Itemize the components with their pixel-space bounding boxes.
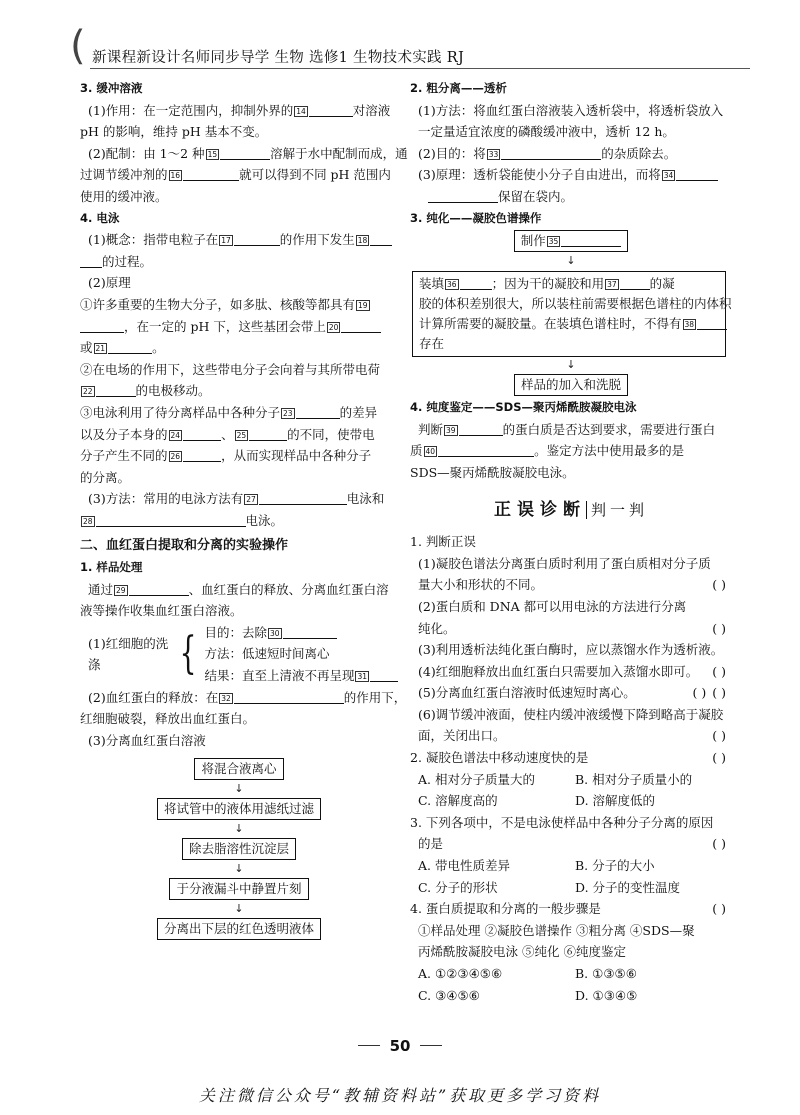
- text-line: 通过 29 、血红蛋白的释放、分离血红蛋白溶: [88, 581, 389, 597]
- text-line: (3)方法：常用的电泳方法有 27 电泳和: [88, 491, 385, 507]
- down-arrow-icon: ↓: [234, 862, 244, 876]
- text-line: 的过程。: [80, 251, 398, 273]
- answer-blank: [96, 382, 136, 397]
- answer-parens: ( ): [712, 577, 726, 593]
- section-title: 4. 电泳: [80, 210, 120, 225]
- blank-number: 20: [328, 322, 339, 332]
- blank-number: 36: [447, 280, 457, 290]
- blank-number: 24: [170, 430, 181, 440]
- options-row: A. 带电性质差异 B. 分子的大小: [418, 858, 655, 874]
- gel-chromatography-flow: [410, 229, 732, 269]
- answer-blank: [129, 581, 189, 596]
- flow-step: 于分液漏斗中静置片刻: [169, 878, 308, 900]
- right-column: [410, 78, 732, 1006]
- blank-number: 21: [95, 344, 106, 354]
- options-row: C. 溶解度高的 D. 溶解度低的: [418, 793, 656, 809]
- flowchart: [80, 757, 398, 941]
- blank-number: 15: [207, 149, 218, 159]
- text-line: 胶的体积差别很大，所以装柱前需要根据色谱柱的内体积: [419, 296, 732, 312]
- left-column: [80, 78, 408, 941]
- footer-note: 关注微信公众号“教辅资料站”获取更多学习资料: [198, 1086, 602, 1105]
- text-line: 保留在袋内。: [410, 186, 732, 208]
- question-title: 1. 判断正误: [410, 534, 476, 550]
- down-arrow-icon: ↓: [566, 358, 576, 372]
- blank-number: 27: [246, 495, 256, 505]
- text-line: 计算所需要的凝胶量。在装填色谱柱时，不得有 38: [419, 314, 719, 334]
- text-line: 装填 36 ；因为干的凝胶和用 37 的凝: [419, 276, 675, 292]
- text-line: (2)血红蛋白的释放：在 32 的作用下，: [88, 689, 407, 705]
- answer-blank: [501, 145, 601, 160]
- answer-blank: [96, 512, 246, 527]
- text-line: ③电泳利用了待分离样品中各种分子 23 的差异: [80, 404, 378, 420]
- text-line: 22 的电极移动。: [83, 383, 211, 399]
- text-line: (2)目的：将 33 的杂质除去。: [418, 145, 677, 161]
- options-row: C. ③④⑤⑥ D. ①③④⑤: [418, 987, 638, 1003]
- text-line: 的是 ( ): [410, 833, 732, 855]
- blank-number: 31: [357, 672, 367, 682]
- blank-number: 38: [684, 320, 695, 330]
- answer-parens: ( ): [712, 836, 726, 852]
- text-line: 红细胞破裂，释放出血红蛋白。: [80, 711, 256, 727]
- blank-number: 39: [446, 425, 456, 435]
- answer-blank: [183, 426, 221, 441]
- blank-number: 35: [548, 237, 559, 247]
- answer-parens: ( ): [692, 685, 707, 701]
- text-line: 的分离。: [80, 469, 131, 485]
- answer-blank: [438, 442, 534, 457]
- text-line: 目的：去除 30: [204, 622, 398, 644]
- text-line: (2)原理: [88, 275, 131, 291]
- answer-blank: [309, 102, 353, 117]
- flow-step: 将试管中的液体用滤纸过滤: [157, 798, 321, 820]
- banner-subtitle: 判一判: [586, 501, 648, 519]
- answer-parens: ( ): [712, 620, 726, 636]
- blank-number: 40: [425, 447, 436, 457]
- answer-blank: [459, 421, 503, 436]
- answer-parens: ( ): [712, 750, 726, 766]
- header-title: 新课程新设计名师同步导学 生物 选修1 生物技术实践 RJ: [92, 50, 465, 66]
- text-line: (3)原理：透析袋能使小分子自由进出，而将 34: [410, 164, 732, 186]
- options-row: A. ①②③④⑤⑥ B. ①③⑤⑥: [418, 966, 637, 981]
- text-line: 以及分子本身的 24 、 25 的不同，使带电: [80, 426, 375, 442]
- text-line: (4)红细胞释放出血红蛋白只需要加入蒸馏水即可。 ( ): [410, 661, 732, 683]
- answer-blank: [80, 253, 102, 268]
- text-line: (6)调节缓冲液面，使柱内缓冲液缓慢下降到略高于凝胶: [418, 706, 724, 722]
- down-arrow-icon: ↓: [234, 782, 244, 796]
- washing-label: (1)红细胞的洗涤: [88, 635, 169, 673]
- text-line: 判断 39 的蛋白质是否达到要求，需要进行蛋白: [418, 421, 716, 437]
- text-line: 分子产生不同的 26 ，从而实现样品中各种分子: [80, 448, 372, 464]
- gel-chromatography-flow-end: [410, 357, 732, 397]
- blank-number: 22: [83, 387, 93, 397]
- answer-blank: [283, 624, 337, 639]
- text-line: 28 电泳。: [83, 512, 284, 528]
- down-arrow-icon: ↓: [566, 254, 576, 268]
- blank-number: 28: [83, 516, 93, 526]
- text-line: 质 40 。鉴定方法中使用最多的是: [410, 443, 685, 459]
- blank-number: 30: [269, 628, 280, 638]
- text-line: (1)作用：在一定范围内，抑制外界的 14 对溶液: [88, 102, 391, 118]
- answer-blank: [220, 145, 270, 160]
- blank-number: 37: [607, 280, 617, 290]
- section-title: 3. 纯化——凝胶色谱操作: [410, 210, 542, 225]
- part-title: 二、血红蛋白提取和分离的实验操作: [80, 538, 289, 554]
- answer-blank: [234, 231, 280, 246]
- blank-number: 34: [663, 171, 674, 181]
- text-line: ①样品处理 ②凝胶色谱操作 ③粗分离 ④SDS—聚: [418, 922, 695, 938]
- header-bracket-decoration: (: [70, 23, 86, 69]
- text-line: 一定量适宜浓度的磷酸缓冲液中，透析 12 h。: [418, 124, 675, 140]
- flow-step: 除去脂溶性沉淀层: [182, 838, 296, 860]
- answer-blank: [80, 318, 124, 333]
- answer-parens: ( ): [712, 728, 726, 744]
- down-arrow-icon: ↓: [234, 902, 244, 916]
- blank-number: 17: [221, 236, 231, 246]
- text-line: 结果：直至上清液不再呈现 31: [204, 665, 398, 687]
- text-line: (2)蛋白质和 DNA 都可以用电泳的方法进行分离: [418, 598, 687, 614]
- answer-parens: ( ): [712, 901, 726, 917]
- text-line: 量大小和形状的不同。 ( ): [410, 574, 732, 596]
- header-rule: [90, 68, 750, 69]
- question-title: 4. 蛋白质提取和分离的一般步骤是 ( ): [410, 898, 732, 920]
- text-line: (3)利用透析法纯化蛋白酶时，应以蒸馏水作为透析液。 ( ): [410, 639, 732, 661]
- section-title: 2. 粗分离——透析: [410, 81, 507, 95]
- blank-number: 26: [170, 452, 181, 462]
- flow-step: 分离出下层的红色透明液体: [157, 918, 321, 940]
- blank-number: 32: [221, 693, 231, 703]
- section-title: 4. 纯度鉴定——SDS—聚丙烯酰胺凝胶电泳: [410, 400, 637, 415]
- blank-number: 19: [358, 300, 368, 310]
- text-line: 使用的缓冲液。: [80, 188, 168, 204]
- answer-blank: [561, 232, 621, 247]
- blank-number: 29: [116, 585, 126, 595]
- answer-blank: [108, 339, 152, 354]
- options-row: A. 相对分子质量大的 B. 相对分子质量小的: [418, 771, 693, 787]
- blank-number: 16: [170, 171, 181, 181]
- text-line: ，在一定的 pH 下，这些基团会带上 20: [80, 316, 398, 338]
- page-header: [70, 23, 750, 69]
- answer-blank: [249, 426, 287, 441]
- answer-blank: [620, 275, 650, 290]
- options-row: C. 分子的形状 D. 分子的变性温度: [418, 879, 681, 895]
- answer-blank: [341, 318, 381, 333]
- answer-blank: [428, 188, 498, 203]
- text-line: (2)配制：由 1～2 种 15 溶解于水中配制而成，通: [88, 145, 408, 161]
- blank-number: 14: [296, 106, 306, 116]
- packing-box: [412, 271, 732, 357]
- blank-number: 33: [488, 149, 499, 159]
- text-line: 或 21 。: [80, 340, 165, 356]
- answer-parens: ( ): [712, 663, 726, 679]
- text-line: 面，关闭出口。 ( ): [410, 725, 732, 747]
- question-title: 3. 下列各项中，不是电泳使样品中各种分子分离的原因: [410, 814, 714, 830]
- answer-blank: [460, 275, 492, 290]
- down-arrow-icon: ↓: [234, 822, 244, 836]
- answer-blank: [676, 166, 718, 181]
- answer-blank: [234, 689, 344, 704]
- answer-parens: ( ): [712, 685, 726, 701]
- answer-blank: [370, 231, 392, 246]
- text-line: 过调节缓冲剂的 16 就可以得到不同 pH 范围内: [80, 167, 391, 183]
- flow-step: 将混合液离心: [194, 758, 283, 780]
- text-line: pH 的影响，维持 pH 基本不变。: [80, 124, 268, 140]
- brace-symbol: {: [180, 628, 197, 680]
- text-line: 存在: [419, 336, 445, 352]
- washing-group: [80, 622, 398, 687]
- text-line: ②在电场的作用下，这些带电分子会向着与其所带电荷: [80, 361, 381, 377]
- flow-step: 制作 35: [514, 230, 629, 252]
- answer-blank: [183, 166, 239, 181]
- text-line: ①许多重要的生物大分子，如多肽、核酸等都具有 19: [80, 296, 368, 312]
- text-line: 纯化。 ( ): [410, 618, 732, 640]
- blank-number: 25: [236, 430, 247, 440]
- banner-title: 正误诊断: [493, 499, 586, 520]
- text-line: 方法：低速短时间离心: [204, 646, 330, 662]
- text-line: (5)分离血红蛋白溶液时低速短时离心。 ( ): [410, 682, 732, 704]
- washing-details: [204, 622, 398, 687]
- text-line: (1)概念：指带电粒子在 17 的作用下发生 18: [80, 229, 398, 251]
- page-number: 50: [0, 1037, 800, 1055]
- text-line: SDS—聚丙烯酰胺凝胶电泳。: [410, 464, 575, 480]
- question-title: 2. 凝胶色谱法中移动速度快的是 ( ): [410, 747, 732, 769]
- blank-number: 18: [357, 236, 368, 246]
- blank-number: 23: [283, 408, 293, 418]
- flow-step: 样品的加入和洗脱: [514, 374, 628, 396]
- text-line: 液等操作收集血红蛋白溶液。: [80, 603, 243, 619]
- answer-blank: [296, 404, 340, 419]
- answer-blank: [370, 667, 398, 682]
- answer-blank: [697, 315, 727, 330]
- text-line: (1)凝胶色谱法分离蛋白质时利用了蛋白质相对分子质: [418, 555, 711, 571]
- text-line: (1)方法：将血红蛋白溶液装入透析袋中，将透析袋放入: [418, 102, 724, 118]
- section-title: 1. 样品处理: [80, 560, 143, 575]
- answer-blank: [259, 490, 347, 505]
- answer-blank: [183, 447, 221, 462]
- text-line: 丙烯酰胺凝胶电泳 ⑤纯化 ⑥纯度鉴定: [418, 944, 626, 960]
- text-line: (3)分离血红蛋白溶液: [88, 732, 206, 748]
- section-title: 3. 缓冲溶液: [80, 81, 143, 95]
- section-banner: [410, 500, 732, 522]
